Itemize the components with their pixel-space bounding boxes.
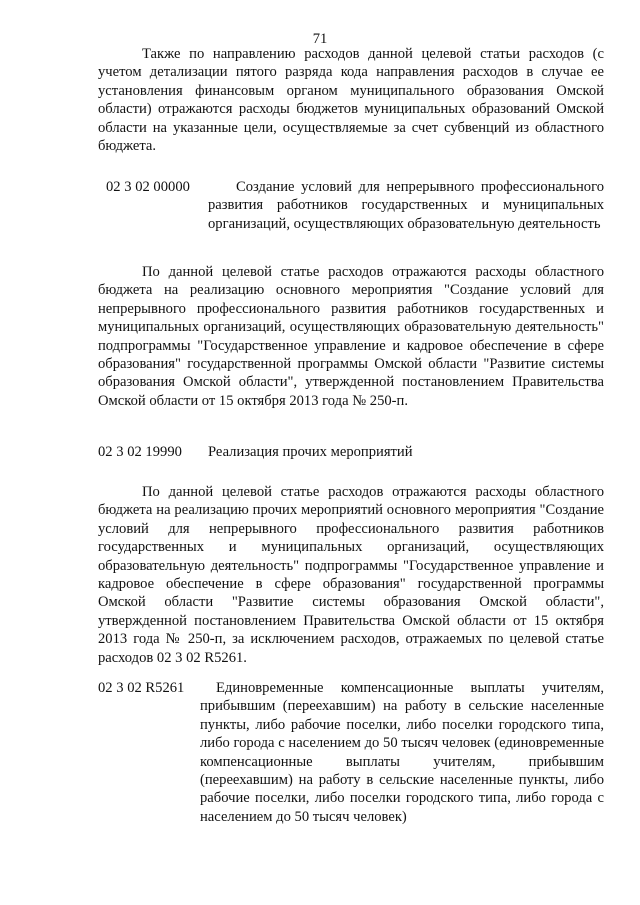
entry-code: 02 3 02 19990 (98, 444, 182, 460)
entry-title: Создание условий для непрерывного профессионального развития работников государственных и муниципальных организаций, осуществляющих образовательную деятельность (208, 179, 604, 232)
entry-title: Реализация прочих мероприятий (208, 444, 413, 460)
entry-code: 02 3 02 R5261 (98, 680, 185, 696)
entry-code: 02 3 02 00000 (106, 179, 190, 195)
intro-paragraph: Также по направлению расходов данной целевой статьи расходов (с учетом детализации пятого разряда кода направления расходов в случае ее установления финансовым органом муниципального образования Омской области) отражаются расходы бюджетов муниципальных образований Омской области на указанные цели, осуществляемые за счет субвенций из областного бюджета. (98, 46, 604, 155)
page-number: 71 (312, 31, 328, 47)
entry-description: По данной целевой статье расходов отражаются расходы областного бюджета на реализацию прочих мероприятий основного мероприятия "Создание условий для непрерывного профессионального развития работников государственных и муниципальных организаций, осуществляющих образовательную деятельность" подпрограммы "Государственное управление и кадровое обеспечение в сфере образования" государственной программы Омской области "Развитие системы образования Омской области", утвержденной постановлением Правительства Омской области от 15 октября 2013 года № 250-п, за исключением расходов, отражаемых по целевой статье расходов 02 3 02 R5261. (98, 484, 604, 666)
entry-description: По данной целевой статье расходов отражаются расходы областного бюджета на реализацию основного мероприятия "Создание условий для непрерывного профессионального развития работников государственных и муниципальных организаций, осуществляющих образовательную деятельность" подпрограммы "Государственное управление и кадровое обеспечение в сфере образования" государственной программы Омской области "Развитие системы образования Омской области", утвержденной постановлением Правительства Омской области от 15 октября 2013 года № 250-п. (98, 264, 604, 409)
entry-title: Единовременные компенсационные выплаты учителям, прибывшим (переехавшим) на работу в сельские населенные пункты, либо рабочие поселки, либо поселки городского типа, либо города с населением до 50 тысяч человек (единовременные компенсационные выплаты учителям, прибывшим (переехавшим) на работу в сельские населенные пункты, либо рабочие поселки, либо поселки городского типа, либо города с населением до 50 тысяч человек) (200, 680, 604, 825)
